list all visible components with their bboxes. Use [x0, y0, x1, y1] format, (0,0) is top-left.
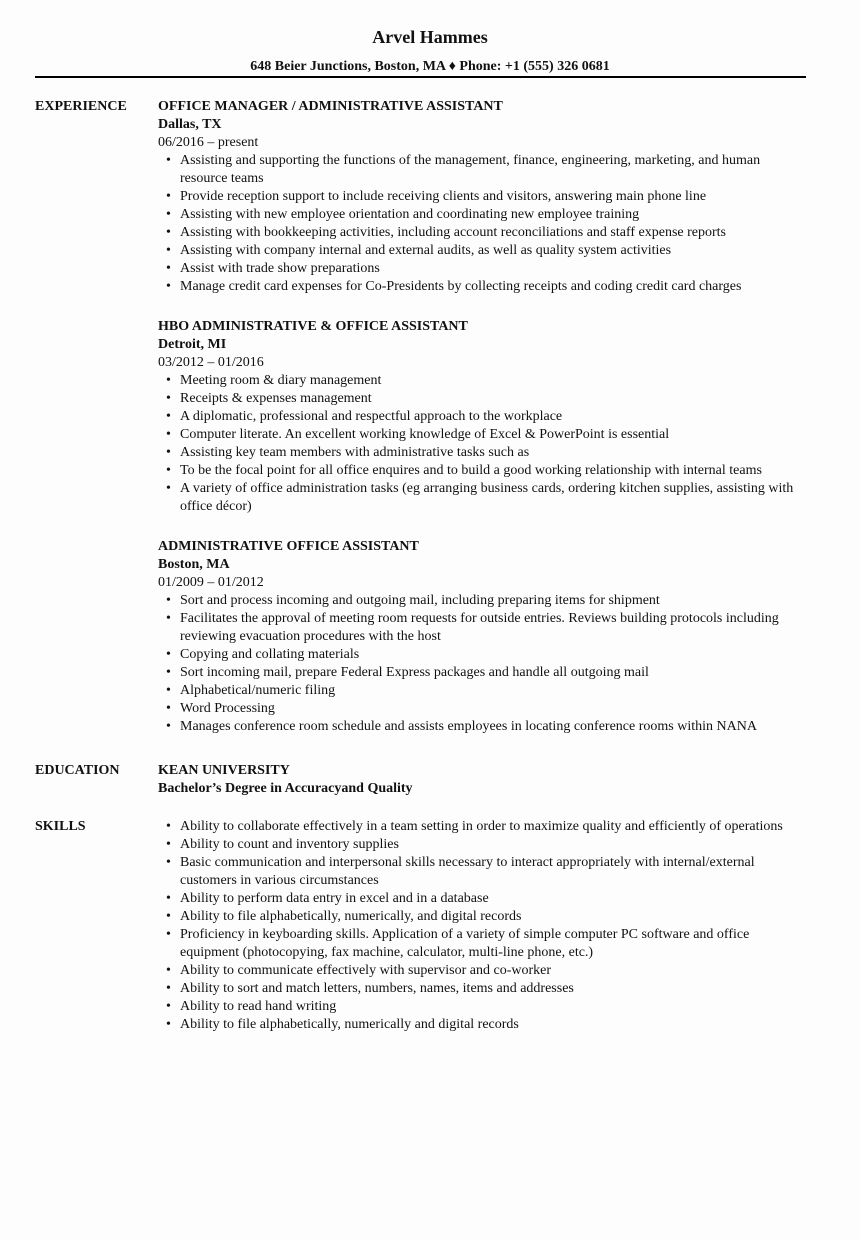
- skill-bullet: • Ability to read hand writing: [180, 998, 808, 1016]
- job-entry: [158, 98, 808, 296]
- job-location: Dallas, TX: [158, 117, 222, 132]
- section-label-education: EDUCATION: [35, 763, 120, 778]
- job-bullet: • Sort incoming mail, prepare Federal Express packages and handle all outgoing mail: [180, 664, 808, 682]
- job-bullet: • Assisting and supporting the functions of the management, finance, engineering, marketing, and human resource teams: [180, 152, 808, 188]
- header-divider: [35, 76, 806, 78]
- job-bullet: • Copying and collating materials: [180, 646, 808, 664]
- skill-bullet: • Ability to perform data entry in excel and in a database: [180, 890, 808, 908]
- job-bullet: • Assist with trade show preparations: [180, 260, 808, 278]
- job-bullet: • Provide reception support to include receiving clients and visitors, answering main phone line: [180, 188, 808, 206]
- job-bullet: • Computer literate. An excellent working knowledge of Excel & PowerPoint is essential: [180, 426, 808, 444]
- degree: Bachelor’s Degree in Accuracyand Quality: [158, 781, 413, 796]
- job-bullet: • Meeting room & diary management: [180, 372, 808, 390]
- job-bullet: • Facilitates the approval of meeting room requests for outside entries. Reviews building protocols including reviewing evacuation procedures with the host: [180, 610, 808, 646]
- job-bullet: • Manage credit card expenses for Co-Presidents by collecting receipts and coding credit card charges: [180, 278, 808, 296]
- job-bullet: • Alphabetical/numeric filing: [180, 682, 808, 700]
- education-entry: [158, 762, 808, 798]
- job-bullet: • Manages conference room schedule and assists employees in locating conference rooms within NANA: [180, 718, 808, 736]
- skill-bullet: • Basic communication and interpersonal skills necessary to interact appropriately with internal/external customers in various circumstances: [180, 854, 808, 890]
- school-name: KEAN UNIVERSITY: [158, 763, 290, 778]
- skill-bullet: • Ability to file alphabetically, numerically, and digital records: [180, 908, 808, 926]
- job-dates: 03/2012 – 01/2016: [158, 355, 264, 370]
- candidate-name: Arvel Hammes: [372, 27, 488, 47]
- skills-list: [158, 818, 808, 1034]
- section-label-experience: EXPERIENCE: [35, 99, 127, 114]
- skill-bullet: • Proficiency in keyboarding skills. Application of a variety of simple computer PC software and office equipment (photocopying, fax machine, calculator, multi-line phone, etc.): [180, 926, 808, 962]
- section-label-skills: SKILLS: [35, 819, 86, 834]
- skill-bullet: • Ability to file alphabetically, numerically and digital records: [180, 1016, 808, 1034]
- job-bullet: • To be the focal point for all office enquires and to build a good working relationship with internal teams: [180, 462, 808, 480]
- job-bullet: • Assisting with new employee orientation and coordinating new employee training: [180, 206, 808, 224]
- job-title: HBO ADMINISTRATIVE & OFFICE ASSISTANT: [158, 319, 468, 334]
- skill-bullet: • Ability to communicate effectively with supervisor and co-worker: [180, 962, 808, 980]
- job-bullet: • Assisting with company internal and external audits, as well as quality system activities: [180, 242, 808, 260]
- job-location: Boston, MA: [158, 557, 230, 572]
- job-bullet: • Sort and process incoming and outgoing mail, including preparing items for shipment: [180, 592, 808, 610]
- skill-bullet: • Ability to collaborate effectively in a team setting in order to maximize quality and efficiently of operations: [180, 818, 808, 836]
- skill-bullet: • Ability to count and inventory supplies: [180, 836, 808, 854]
- skill-bullet: • Ability to sort and match letters, numbers, names, items and addresses: [180, 980, 808, 998]
- skills-bullets: [158, 818, 808, 1034]
- job-bullet: • Assisting with bookkeeping activities, including account reconciliations and staff expense reports: [180, 224, 808, 242]
- job-bullet: • Receipts & expenses management: [180, 390, 808, 408]
- job-bullet: • Word Processing: [180, 700, 808, 718]
- job-entry: [158, 538, 808, 736]
- job-dates: 01/2009 – 01/2012: [158, 575, 264, 590]
- job-entry: [158, 318, 808, 516]
- job-bullet: • A diplomatic, professional and respectful approach to the workplace: [180, 408, 808, 426]
- job-dates: 06/2016 – present: [158, 135, 259, 150]
- job-location: Detroit, MI: [158, 337, 227, 352]
- contact-info: 648 Beier Junctions, Boston, MA ♦ Phone: +1 (555) 326 0681: [250, 59, 610, 74]
- job-bullet: • A variety of office administration tasks (eg arranging business cards, ordering kitchen supplies, assisting with office décor): [180, 480, 808, 516]
- job-title: ADMINISTRATIVE OFFICE ASSISTANT: [158, 539, 419, 554]
- job-bullet: • Assisting key team members with administrative tasks such as: [180, 444, 808, 462]
- job-title: OFFICE MANAGER / ADMINISTRATIVE ASSISTANT: [158, 99, 503, 114]
